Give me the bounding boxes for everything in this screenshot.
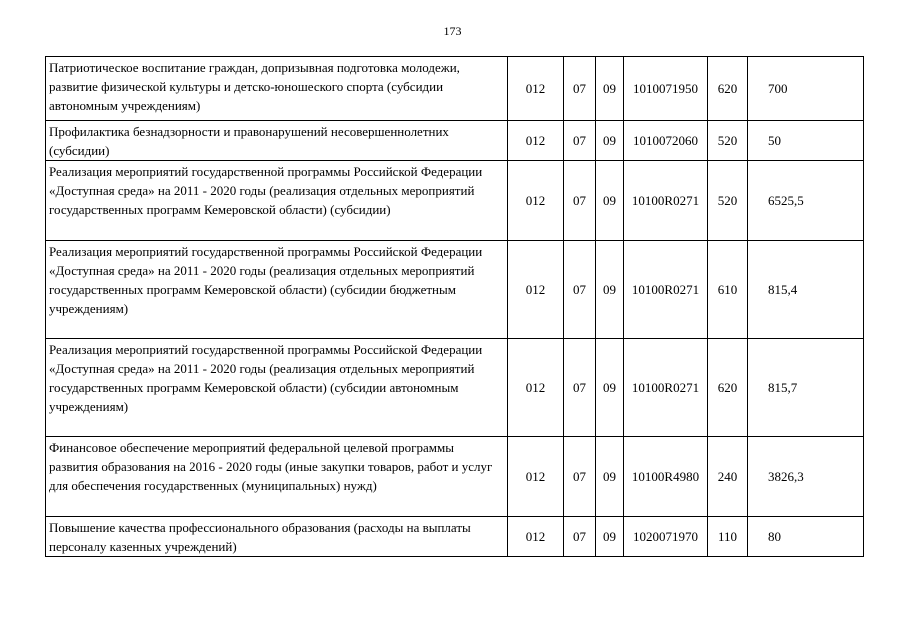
table-row — [46, 121, 864, 161]
amount-cell: 80 — [748, 517, 864, 557]
ministry-code-cell: 012 — [508, 517, 564, 557]
target-article-cell: 1010071950 — [624, 57, 708, 121]
target-article-cell: 1020071970 — [624, 517, 708, 557]
expense-name-cell: Повышение качества профессионального образования (расходы на выплаты персоналу казенных учреждений) — [46, 517, 508, 557]
expense-name-cell: Реализация мероприятий государственной программы Российской Федерации «Доступная среда» на 2011 - 2020 годы (реализация отдельных мероприятий государственных программ Кемеровской области) (субсидии бюджетным учреждениям) — [46, 241, 508, 339]
amount-cell: 50 — [748, 121, 864, 161]
section-code-cell: 07 — [564, 161, 596, 241]
subsection-code-cell: 09 — [596, 517, 624, 557]
expense-name-cell: Профилактика безнадзорности и правонарушений несовершеннолетних (субсидии) — [46, 121, 508, 161]
subsection-code-cell: 09 — [596, 121, 624, 161]
budget-table — [45, 56, 864, 557]
amount-cell: 6525,5 — [748, 161, 864, 241]
target-article-cell: 10100R0271 — [624, 161, 708, 241]
target-article-cell: 10100R0271 — [624, 339, 708, 437]
section-code-cell: 07 — [564, 517, 596, 557]
expense-type-cell: 240 — [708, 437, 748, 517]
expense-type-cell: 110 — [708, 517, 748, 557]
section-code-cell: 07 — [564, 57, 596, 121]
subsection-code-cell: 09 — [596, 57, 624, 121]
expense-name-cell: Патриотическое воспитание граждан, допризывная подготовка молодежи, развитие физической культуры и детско-юношеского спорта (субсидии автономным учреждениям) — [46, 57, 508, 121]
table-row — [46, 437, 864, 517]
subsection-code-cell: 09 — [596, 241, 624, 339]
expense-type-cell: 620 — [708, 57, 748, 121]
ministry-code-cell: 012 — [508, 57, 564, 121]
target-article-cell: 10100R4980 — [624, 437, 708, 517]
target-article-cell: 1010072060 — [624, 121, 708, 161]
table-row — [46, 241, 864, 339]
table-row — [46, 161, 864, 241]
amount-cell: 815,4 — [748, 241, 864, 339]
subsection-code-cell: 09 — [596, 437, 624, 517]
section-code-cell: 07 — [564, 241, 596, 339]
subsection-code-cell: 09 — [596, 339, 624, 437]
section-code-cell: 07 — [564, 339, 596, 437]
section-code-cell: 07 — [564, 121, 596, 161]
expense-name-cell: Финансовое обеспечение мероприятий федеральной целевой программы развития образования на 2016 - 2020 годы (иные закупки товаров, работ и услуг для обеспечения государственных (муниципальных) нужд) — [46, 437, 508, 517]
amount-cell: 700 — [748, 57, 864, 121]
ministry-code-cell: 012 — [508, 161, 564, 241]
ministry-code-cell: 012 — [508, 121, 564, 161]
target-article-cell: 10100R0271 — [624, 241, 708, 339]
expense-type-cell: 520 — [708, 161, 748, 241]
expense-name-cell: Реализация мероприятий государственной программы Российской Федерации «Доступная среда» на 2011 - 2020 годы (реализация отдельных мероприятий государственных программ Кемеровской области) (субсидии автономным учреждениям) — [46, 339, 508, 437]
table-row — [46, 57, 864, 121]
table-row — [46, 517, 864, 557]
ministry-code-cell: 012 — [508, 241, 564, 339]
amount-cell: 815,7 — [748, 339, 864, 437]
ministry-code-cell: 012 — [508, 339, 564, 437]
expense-type-cell: 520 — [708, 121, 748, 161]
subsection-code-cell: 09 — [596, 161, 624, 241]
expense-type-cell: 610 — [708, 241, 748, 339]
amount-cell: 3826,3 — [748, 437, 864, 517]
page-number: 173 — [443, 24, 462, 38]
expense-name-cell: Реализация мероприятий государственной программы Российской Федерации «Доступная среда» на 2011 - 2020 годы (реализация отдельных мероприятий государственных программ Кемеровской области) (субсидии) — [46, 161, 508, 241]
ministry-code-cell: 012 — [508, 437, 564, 517]
expense-type-cell: 620 — [708, 339, 748, 437]
section-code-cell: 07 — [564, 437, 596, 517]
table-row — [46, 339, 864, 437]
